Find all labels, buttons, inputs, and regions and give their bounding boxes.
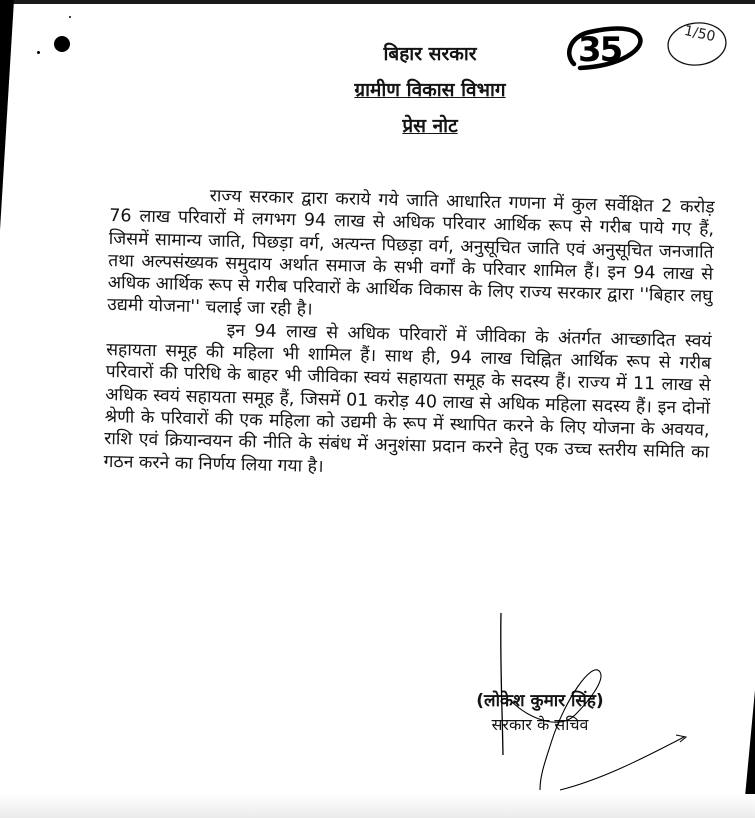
department-name: ग्रामीण विकास विभाग xyxy=(354,79,506,101)
document-header xyxy=(300,40,560,142)
scan-top-border xyxy=(0,0,755,4)
page-number-text: 35 xyxy=(578,30,622,70)
ellipse-mark-icon xyxy=(664,16,730,68)
scan-bottom-shadow xyxy=(0,794,755,818)
folio-text: 1/50 xyxy=(682,22,717,46)
signatory-name: (लोकेश कुमार सिंह) xyxy=(476,691,604,711)
signature-block xyxy=(450,688,630,735)
press-note-body xyxy=(103,183,714,487)
scan-left-shadow xyxy=(0,0,14,230)
scan-speck xyxy=(37,51,40,54)
scan-speck xyxy=(69,16,71,18)
handwritten-folio xyxy=(664,16,730,68)
signatory-designation: सरकार के सचिव xyxy=(491,715,589,734)
government-name: बिहार सरकार xyxy=(383,43,477,65)
punch-hole-mark xyxy=(54,36,70,52)
paragraph-1: राज्य सरकार द्वारा कराये गये जाति आधारित गणना में कुल सर्वेक्षित 2 करोड़ 76 लाख परिवारों में लगभग 94 लाख से अधिक परिवार आर्थिक रूप से गरीब पाये गए हैं, जिसमें सामान्य जाति, पिछड़ा वर्ग, अत्यन्त पिछड़ा वर्ग, अनुसूचित जाति एवं अनुसूचित जनजाति तथा अल्पसंख्यक समुदाय अर्थात समाज के सभी वर्गों के परिवार शामिल हैं। इन 94 लाख से अधिक आर्थिक रूप से गरीब परिवारों के आर्थिक विकास के लिए राज्य सरकार द्वारा ''बिहार लघु उद्यमी योजना'' चलाई जा रही है। xyxy=(106,186,715,321)
document-title: प्रेस नोट xyxy=(402,115,458,137)
handwritten-page-number xyxy=(560,24,650,76)
paragraph-2: इन 94 लाख से अधिक परिवारों में जीविका के अंतर्गत आच्छादित स्वयं सहायता समूह की महिला भी शामिल हैं। साथ ही, 94 लाख चिह्नित आर्थिक रूप से गरीब परिवारों की परिधि के बाहर भी जीविका स्वयं सहायता समूह के सदस्य हैं। राज्य में 11 लाख से अधिक स्वयं सहायता समूह हैं, जिसमें 01 करोड़ 40 लाख से अधिक महिला सदस्य हैं। इन दोनों श्रेणी के परिवारों की एक महिला को उद्यमी के रूप में स्थापित करने के लिए योजना के अवयव, राशि एवं क्रियान्वयन की नीति के संबंध में अनुशंसा प्रदान करने हेतु एक उच्च स्तरीय समिति का गठन करने का निर्णय लिया गया है। xyxy=(103,320,712,477)
